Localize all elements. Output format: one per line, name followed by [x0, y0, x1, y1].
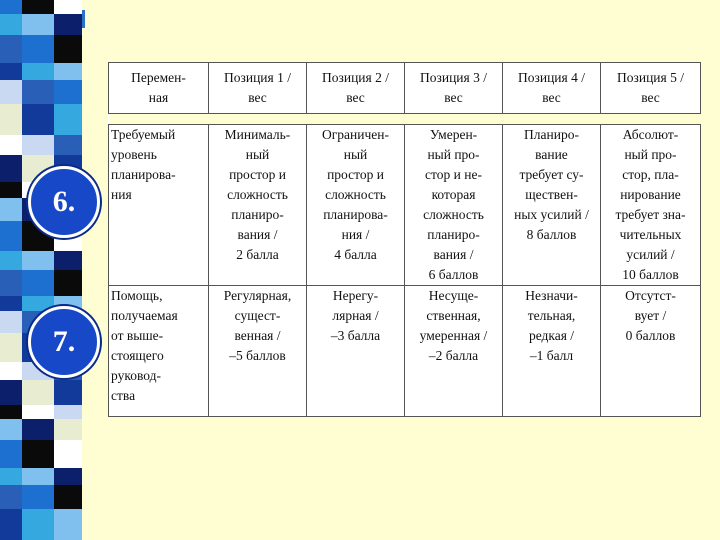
decorative-stripe: [0, 362, 22, 380]
table-cell: Планиро- вание требует су- ществен- ных усилий / 8 баллов: [503, 125, 601, 286]
decorative-stripe: [22, 63, 54, 80]
decorative-stripe-bar: [0, 0, 82, 540]
decorative-stripe: [0, 509, 22, 540]
decorative-stripe: [54, 14, 82, 35]
decorative-stripe: [0, 155, 22, 182]
decorative-stripe: [54, 509, 82, 540]
table-cell: Абсолют- ный про- стор, пла- нирование требует зна- чительных усилий / 10 баллов: [601, 125, 701, 286]
decorative-stripe: [22, 35, 54, 63]
header-cell-position-1: Позиция 1 / вес: [209, 63, 307, 114]
table-cell: Помощь, получаемая от выше- стоящего руковод- ства: [109, 286, 209, 417]
decorative-stripe: [54, 251, 82, 270]
decorative-stripe: [22, 419, 54, 440]
decorative-stripe: [54, 104, 82, 135]
decorative-stripe: [54, 270, 82, 296]
decorative-stripe: [22, 80, 54, 104]
table-cell: Незначи- тельная, редкая / –1 балл: [503, 286, 601, 417]
badge-six: 6.: [28, 166, 100, 238]
decorative-stripe: [22, 104, 54, 135]
decorative-stripe: [54, 135, 82, 155]
gap-cell: [109, 114, 701, 125]
decorative-stripe: [54, 63, 82, 80]
decorative-stripe: [0, 405, 22, 419]
decorative-stripe: [0, 296, 22, 311]
decorative-mark: [82, 10, 85, 28]
table-gap-row: [109, 114, 701, 125]
decorative-stripe: [54, 468, 82, 485]
decorative-stripe: [0, 485, 22, 509]
decorative-stripe: [22, 485, 54, 509]
decorative-stripe: [0, 0, 22, 14]
table-row: [109, 286, 701, 417]
table-cell: Умерен- ный про- стор и не- которая сложность планиро- вания / 6 баллов: [405, 125, 503, 286]
decorative-stripe: [0, 198, 22, 221]
decorative-stripe: [54, 380, 82, 405]
header-cell-position-3: Позиция 3 / вес: [405, 63, 503, 114]
decorative-stripe: [22, 135, 54, 155]
decorative-stripe: [0, 104, 22, 135]
table-cell: Регулярная, сущест- венная / –5 баллов: [209, 286, 307, 417]
decorative-stripe: [54, 35, 82, 63]
decorative-stripe: [22, 251, 54, 270]
decorative-stripe: [54, 405, 82, 419]
decorative-stripe: [0, 14, 22, 35]
table-cell: Требуемый уровень планирова- ния: [109, 125, 209, 286]
decorative-stripe: [0, 251, 22, 270]
decorative-stripe: [0, 182, 22, 198]
decorative-stripe: [54, 80, 82, 104]
header-cell-position-5: Позиция 5 / вес: [601, 63, 701, 114]
decorative-stripe: [0, 35, 22, 63]
header-cell-position-2: Позиция 2 / вес: [307, 63, 405, 114]
table-cell: Ограничен- ный простор и сложность планирова- ния / 4 балла: [307, 125, 405, 286]
decorative-stripe: [54, 440, 82, 468]
decorative-stripe: [22, 440, 54, 468]
decorative-stripe: [0, 468, 22, 485]
decorative-stripe: [0, 135, 22, 155]
table-cell: Несуще- ственная, умеренная / –2 балла: [405, 286, 503, 417]
decorative-stripe: [0, 80, 22, 104]
badge-seven: 7.: [28, 306, 100, 378]
criteria-table-container: [108, 62, 700, 417]
decorative-stripe: [22, 509, 54, 540]
decorative-stripe: [0, 63, 22, 80]
header-cell-position-4: Позиция 4 / вес: [503, 63, 601, 114]
decorative-stripe: [0, 380, 22, 405]
decorative-stripe: [0, 333, 22, 362]
decorative-stripe: [22, 270, 54, 296]
decorative-stripe: [54, 419, 82, 440]
table-cell: Нерегу- лярная / –3 балла: [307, 286, 405, 417]
table-row: [109, 125, 701, 286]
decorative-stripe: [22, 14, 54, 35]
decorative-stripe: [0, 440, 22, 468]
header-cell-variable: Перемен- ная: [109, 63, 209, 114]
decorative-stripe: [22, 380, 54, 405]
decorative-stripe: [0, 419, 22, 440]
table-cell: Минималь- ный простор и сложность планиро- вания / 2 балла: [209, 125, 307, 286]
decorative-stripe: [0, 221, 22, 251]
table-cell: Отсутст- вует / 0 баллов: [601, 286, 701, 417]
decorative-stripe: [22, 0, 54, 14]
decorative-stripe: [54, 0, 82, 14]
criteria-table: [108, 62, 701, 417]
table-header-row: [109, 63, 701, 114]
decorative-stripe: [22, 468, 54, 485]
decorative-stripe: [0, 311, 22, 333]
decorative-stripe: [54, 485, 82, 509]
decorative-stripe: [0, 270, 22, 296]
decorative-stripe: [22, 405, 54, 419]
